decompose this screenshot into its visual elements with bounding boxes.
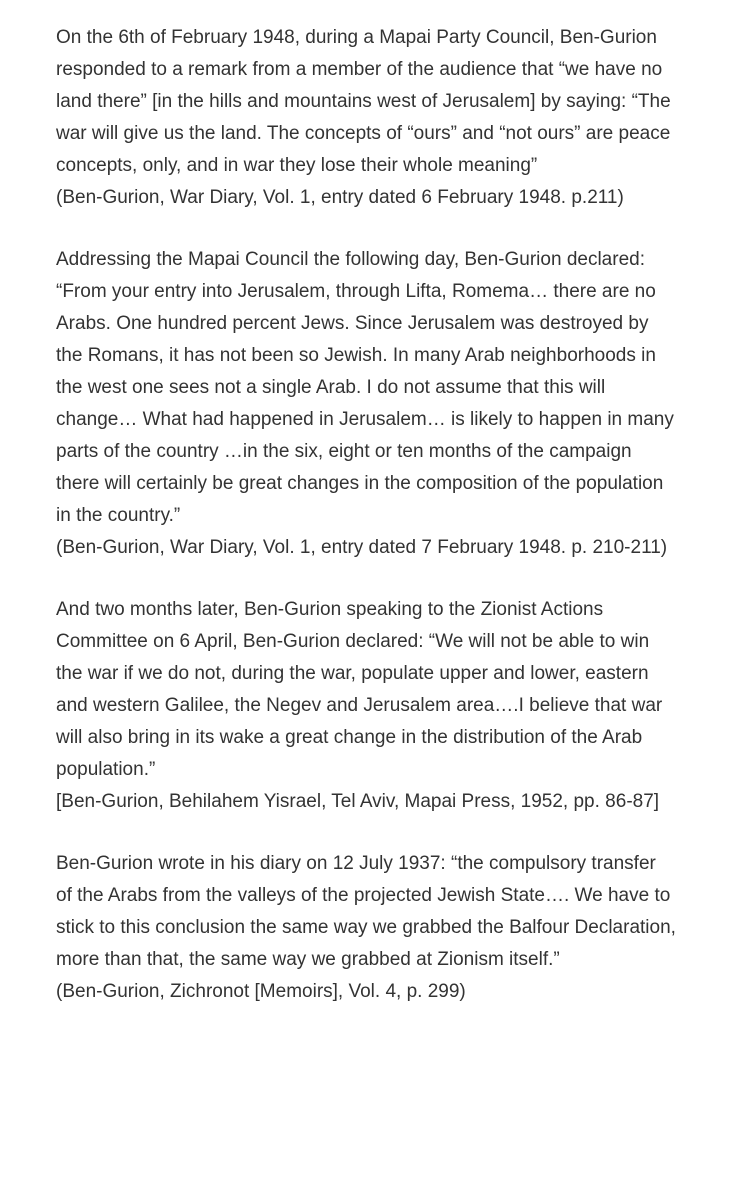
quote-text: Addressing the Mapai Council the following day, Ben-Gurion declared: “From your entry into Jerusalem, through Lifta, Romema… there are no Arabs. One hundred percent Jews. Since Jerusalem was destroyed by the Romans, it has not been so Jewish. In many Arab neighborhoods in the west one sees not a single Arab. I do not assume that this will change… What had happened in Jerusalem… is likely to happen in many parts of the country …in the six, eight or ten months of the campaign there will certainly be great changes in the composition of the population in the country.” [56,249,674,526]
citation: (Ben-Gurion, War Diary, Vol. 1, entry dated 6 February 1948. p.211) [56,187,624,208]
quote-block-1 [56,22,676,214]
citation: (Ben-Gurion, Zichronot [Memoirs], Vol. 4, p. 299) [56,981,466,1002]
quote-text: On the 6th of February 1948, during a Mapai Party Council, Ben-Gurion responded to a remark from a member of the audience that “we have no land there” [in the hills and mountains west of Jerusalem] by saying: “The war will give us the land. The concepts of “ours” and “not ours” are peace concepts, only, and in war they lose their whole meaning” [56,27,671,176]
citation: [Ben-Gurion, Behilahem Yisrael, Tel Aviv, Mapai Press, 1952, pp. 86-87] [56,791,660,812]
quote-block-4 [56,848,676,1008]
article-body [56,22,676,1038]
citation: (Ben-Gurion, War Diary, Vol. 1, entry dated 7 February 1948. p. 210-211) [56,537,668,558]
quote-block-3 [56,594,676,818]
quote-block-2 [56,244,676,564]
quote-text: Ben-Gurion wrote in his diary on 12 July 1937: “the compulsory transfer of the Arabs from the valleys of the projected Jewish State…. We have to stick to this conclusion the same way we grabbed the Balfour Declaration, more than that, the same way we grabbed at Zionism itself.” [56,853,676,970]
quote-text: And two months later, Ben-Gurion speaking to the Zionist Actions Committee on 6 April, Ben-Gurion declared: “We will not be able to win the war if we do not, during the war, populate upper and lower, eastern and western Galilee, the Negev and Jerusalem area….I believe that war will also bring in its wake a great change in the distribution of the Arab population.” [56,599,663,780]
